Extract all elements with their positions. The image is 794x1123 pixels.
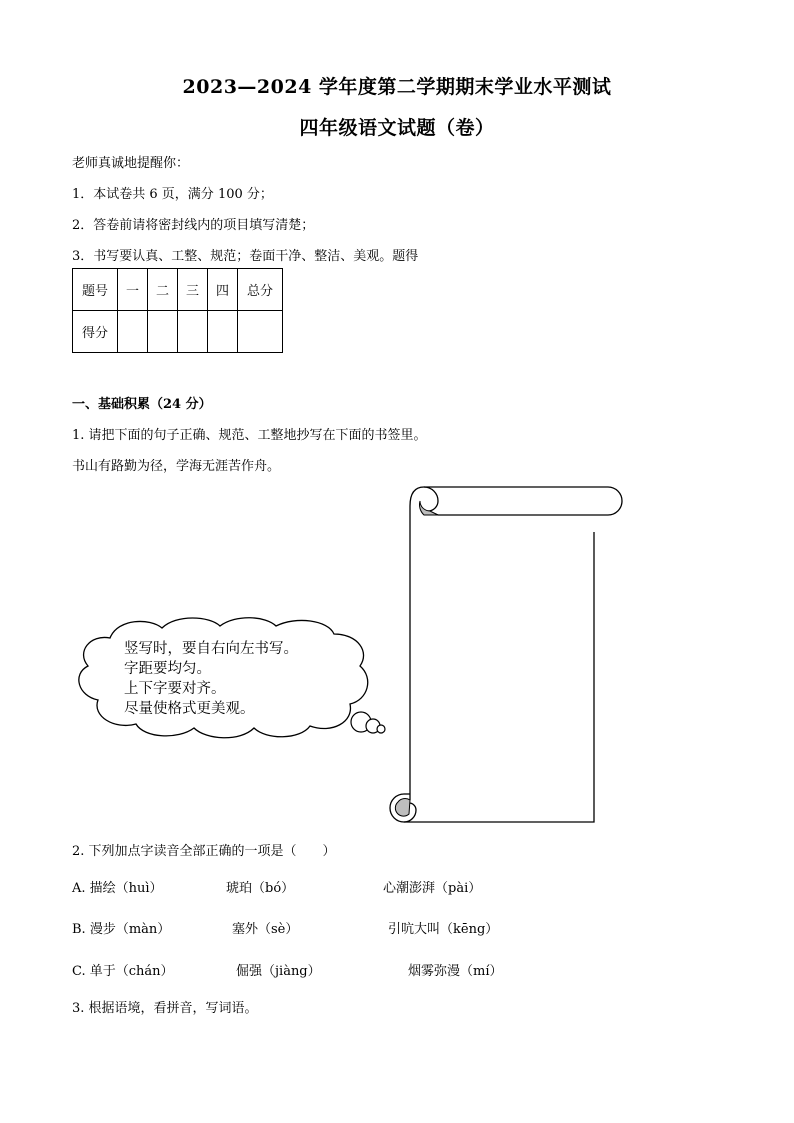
- option-word: 心潮澎湃（pài）: [383, 881, 482, 896]
- table-header-cell: 总分: [238, 269, 283, 311]
- option-word: 琥珀（bó）: [226, 881, 295, 896]
- score-cell[interactable]: [238, 311, 283, 353]
- score-cell[interactable]: [178, 311, 208, 353]
- tip-line: 尽量使格式更美观。: [124, 701, 255, 717]
- bookmark-scroll[interactable]: [376, 482, 626, 828]
- option-word: 烟雾弥漫（mí）: [408, 964, 503, 979]
- question-2-prompt: 2. 下列加点字读音全部正确的一项是（ ）: [72, 844, 336, 859]
- page-subtitle: 四年级语文试题（卷）: [299, 117, 495, 139]
- table-row: [73, 269, 283, 311]
- tip-line: 字距要均匀。: [124, 661, 211, 677]
- table-header-cell: 四: [208, 269, 238, 311]
- option-word: 引吭大叫（kēng）: [388, 922, 499, 937]
- tip-line: 上下字要对齐。: [124, 681, 226, 697]
- option-word: A. 描绘（huì）: [72, 881, 163, 896]
- score-cell[interactable]: [148, 311, 178, 353]
- table-header-cell: 二: [148, 269, 178, 311]
- notice-item: 1．本试卷共 6 页，满分 100 分；: [72, 187, 273, 202]
- notice-heading: 老师真诚地提醒你：: [72, 156, 190, 171]
- thought-cloud: [70, 612, 390, 744]
- page-title: 2023—2024 学年度第二学期期末学业水平测试: [182, 76, 612, 98]
- option-word: B. 漫步（màn）: [72, 922, 171, 937]
- table-row: [73, 311, 283, 353]
- section-heading: 一、基础积累（24 分）: [72, 397, 212, 412]
- table-header-cell: 题号: [73, 269, 118, 311]
- option-word: C. 单于（chán）: [72, 964, 174, 979]
- notice-item: 3．书写要认真、工整、规范；卷面干净、整洁、美观。题得: [72, 249, 419, 264]
- question-3-prompt: 3. 根据语境，看拼音，写词语。: [72, 1001, 258, 1016]
- table-header-cell: 三: [178, 269, 208, 311]
- notice-item: 2．答卷前请将密封线内的项目填写清楚；: [72, 218, 315, 233]
- option-word: 倔强（jiàng）: [236, 964, 321, 979]
- score-cell[interactable]: [208, 311, 238, 353]
- option-word: 塞外（sè）: [232, 922, 299, 937]
- tip-line: 竖写时，要自右向左书写。: [124, 641, 298, 657]
- question-1-prompt: 1. 请把下面的句子正确、规范、工整地抄写在下面的书签里。: [72, 428, 427, 443]
- table-row-label: 得分: [73, 311, 118, 353]
- table-header-cell: 一: [118, 269, 148, 311]
- question-1-sentence: 书山有路勤为径，学海无涯苦作舟。: [72, 459, 281, 474]
- score-cell[interactable]: [118, 311, 148, 353]
- score-table: [72, 268, 283, 353]
